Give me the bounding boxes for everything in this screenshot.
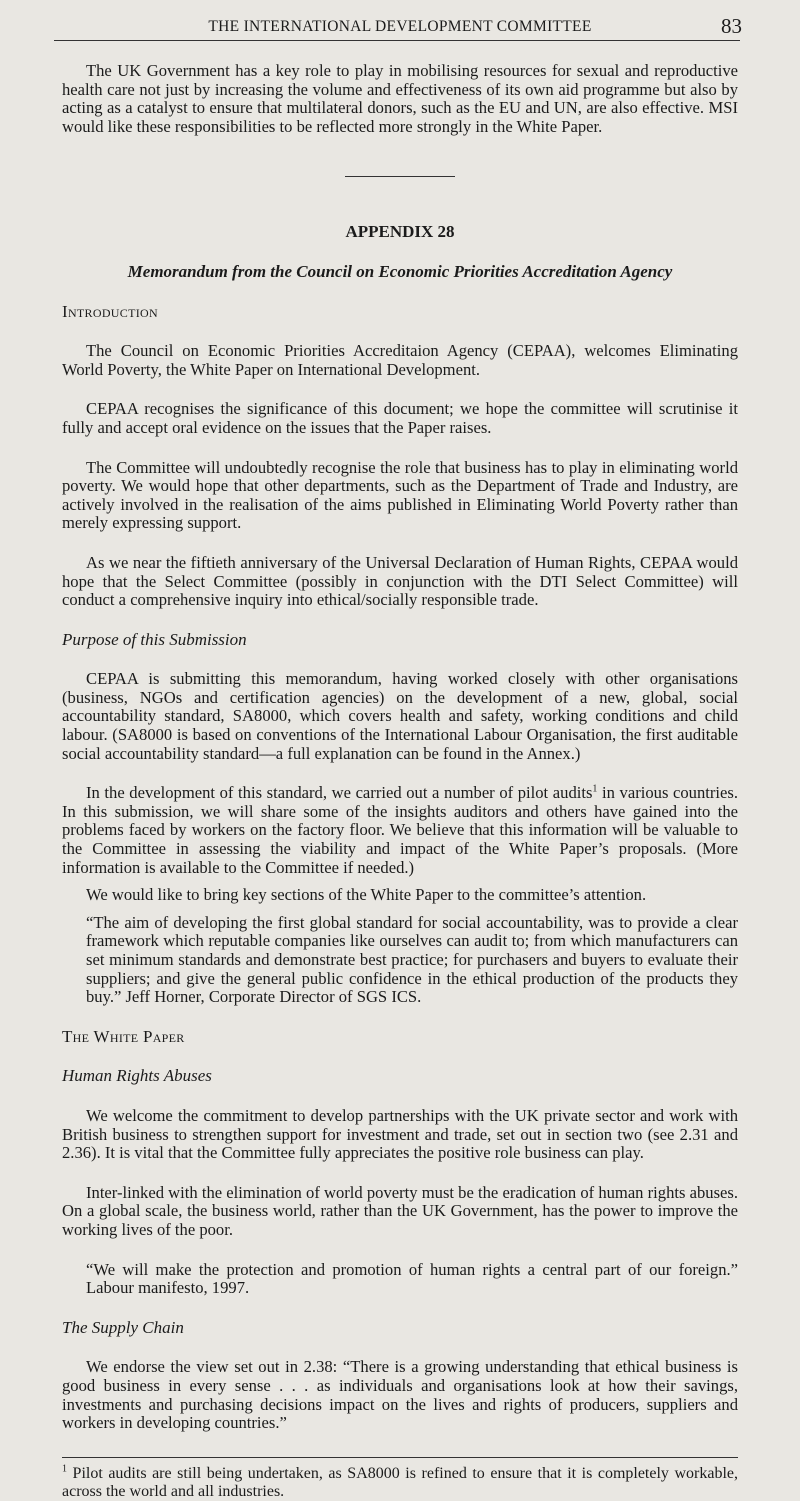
- memorandum-title: Memorandum from the Council on Economic Priorities Accreditation Agency: [127, 261, 673, 281]
- introduction-paragraph-1: The Council on Economic Priorities Accreditaion Agency (CEPAA), welcomes Eliminating World Poverty, the White Paper on International Development.: [62, 341, 738, 379]
- purpose-paragraph-2-start: In the development of this standard, we carried out a number of pilot audits: [86, 783, 593, 803]
- purpose-quote: “The aim of developing the first global standard for social accountability, was to provide a clear framework which reputable companies like ourselves can audit to; from which manufacturers can set minimum standards and demonstrate best practice; for purchasers and buyers to evaluate their suppliers; and give the general public confidence in the ethical production of the products they buy.” Jeff Horner, Corporate Director of SGS ICS.: [86, 912, 738, 1007]
- purpose-paragraph-1: CEPAA is submitting this memorandum, having worked closely with other organisations (business, NGOs and certification agencies) on the development of a new, global, social accountability standard, SA8000, which covers health and safety, working conditions and child labour. (SA8000 is based on conventions of the International Labour Organisation, the first auditable social accountability standard—a full explanation can be found in the Annex.): [62, 669, 738, 763]
- human-rights-paragraph-1: We welcome the commitment to develop partnerships with the UK private sector and work with British business to strengthen support for investment and trade, set out in section two (see 2.31 and 2.36). It is vital that the Committee fully appreciates the positive role business can play.: [62, 1105, 738, 1163]
- introduction-paragraph-4: As we near the fiftieth anniversary of the Universal Declaration of Human Rights, CEPAA would hope that the Select Committee (possibly in conjunction with the DTI Select Committee) will conduct a comprehensive inquiry into ethical/socially responsible trade.: [62, 552, 738, 610]
- introduction-paragraph-2: CEPAA recognises the significance of this document; we hope the committee will scrutinise it fully and accept oral evidence on the issues that the Paper raises.: [62, 399, 738, 437]
- footnote-reference: 1: [592, 783, 598, 795]
- purpose-paragraph-3: We would like to bring key sections of the White Paper to the committee’s attention.: [86, 885, 647, 905]
- subheading-human-rights: Human Rights Abuses: [62, 1066, 212, 1086]
- introduction-paragraph-3: The Committee will undoubtedly recognise the role that business has to play in eliminating world poverty. We would hope that other departments, such as the Department of Trade and Industry, are actively involved in the realisation of the aims published in Eliminating World Poverty rather than merely expressing support.: [62, 457, 738, 533]
- intro-paragraph: The UK Government has a key role to play in mobilising resources for sexual and reproductive health care not just by increasing the volume and effectiveness of its own aid programme but also by acting as a catalyst to ensure that multilateral donors, such as the EU and UN, are also effective. MSI would like these responsibilities to be reflected more strongly in the White Paper.: [62, 61, 738, 136]
- subheading-supply-chain: The Supply Chain: [62, 1317, 184, 1337]
- body-text: [62, 62, 738, 1501]
- subheading-purpose: Purpose of this Submission: [62, 629, 247, 649]
- appendix-title: APPENDIX 28: [345, 222, 455, 242]
- page-number: 83: [721, 14, 742, 38]
- purpose-paragraph-2: [62, 784, 738, 877]
- footnote: [62, 1465, 738, 1501]
- footnote-text: Pilot audits are still being undertaken, as SA8000 is refined to ensure that it is completely workable, across the world and all industries.: [62, 1464, 738, 1500]
- section-heading-introduction: Introduction: [62, 301, 158, 321]
- header-title: THE INTERNATIONAL DEVELOPMENT COMMITTEE: [208, 18, 592, 35]
- purpose-paragraph-2-end: in various countries. In this submission, we will share some of the insights auditors and others have gained into the problems faced by workers on the factory floor. We believe that this information will be valuable to the Committee in assessing the viability and impact of the White Paper’s proposals. (More information is available to the Committee if needed.): [62, 783, 738, 877]
- running-header: [62, 14, 742, 40]
- header-rule: [54, 40, 740, 41]
- supply-chain-paragraph: We endorse the view set out in 2.38: “There is a growing understanding that ethical business is good business in every sense . . . as individuals and organisations look at how their savings, investments and purchasing decisions impact on the lives and rights of producers, suppliers and workers in developing countries.”: [62, 1357, 738, 1433]
- human-rights-paragraph-2: Inter-linked with the elimination of world poverty must be the eradication of human rights abuses. On a global scale, the business world, rather than the UK Government, has the power to improve the working lives of the poor.: [62, 1182, 738, 1239]
- human-rights-quote: “We will make the protection and promotion of human rights a central part of our foreign.” Labour manifesto, 1997.: [86, 1259, 738, 1298]
- footnote-marker: 1: [62, 1463, 67, 1475]
- section-heading-white-paper: The White Paper: [62, 1026, 185, 1046]
